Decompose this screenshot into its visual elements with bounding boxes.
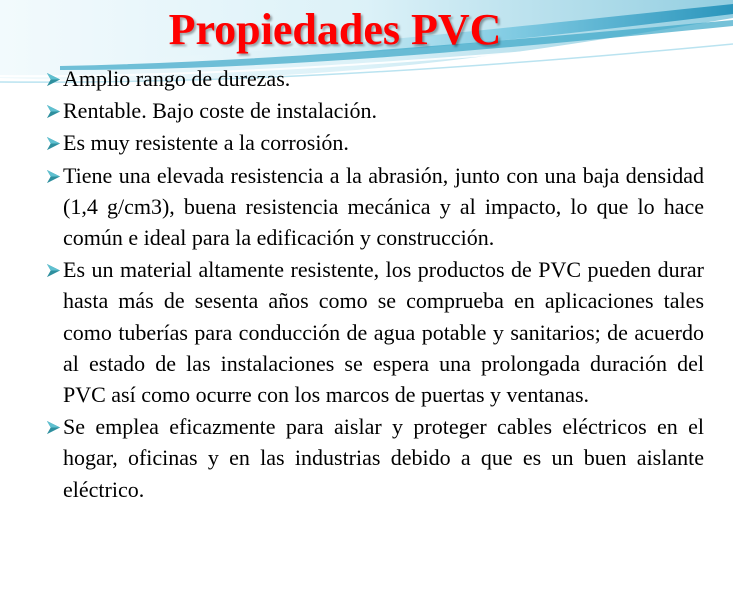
list-item-text: Se emplea eficazmente para aislar y proteger cables eléctricos en el hogar, oficinas y en las industrias debido a que es un buen aislante eléctrico.	[63, 414, 704, 502]
list-item	[46, 411, 704, 505]
bullet-list	[46, 63, 704, 506]
list-item	[46, 95, 704, 126]
arrow-bullet-icon	[46, 104, 61, 119]
arrow-bullet-icon	[46, 72, 61, 87]
list-item	[46, 160, 704, 254]
arrow-bullet-icon	[46, 169, 61, 184]
list-item-text: Es muy resistente a la corrosión.	[63, 130, 349, 156]
list-item-text: Rentable. Bajo coste de instalación.	[63, 98, 378, 124]
list-item-text: Tiene una elevada resistencia a la abrasión, junto con una baja densidad (1,4 g/cm3), buena resistencia mecánica y al impacto, lo que lo hace común e ideal para la edificación y construcción.	[63, 162, 704, 251]
list-item-text: Amplio rango de durezas.	[63, 66, 291, 91]
arrow-bullet-icon	[46, 263, 61, 278]
slide-title: Propiedades PVC	[168, 5, 502, 54]
list-item	[46, 63, 704, 94]
list-item	[46, 127, 704, 158]
list-item	[46, 254, 704, 410]
arrow-bullet-icon	[46, 420, 61, 435]
list-item-text: Es un material altamente resistente, los productos de PVC pueden durar hasta más de sesenta años como se comprueba en aplicaciones tales como tuberías para conducción de agua potable y sanitarios; de acuerdo al estado de las instalaciones se espera una prolongada duración del PVC así como ocurre con los marcos de puertas y ventanas.	[63, 257, 704, 408]
arrow-bullet-icon	[46, 136, 61, 151]
